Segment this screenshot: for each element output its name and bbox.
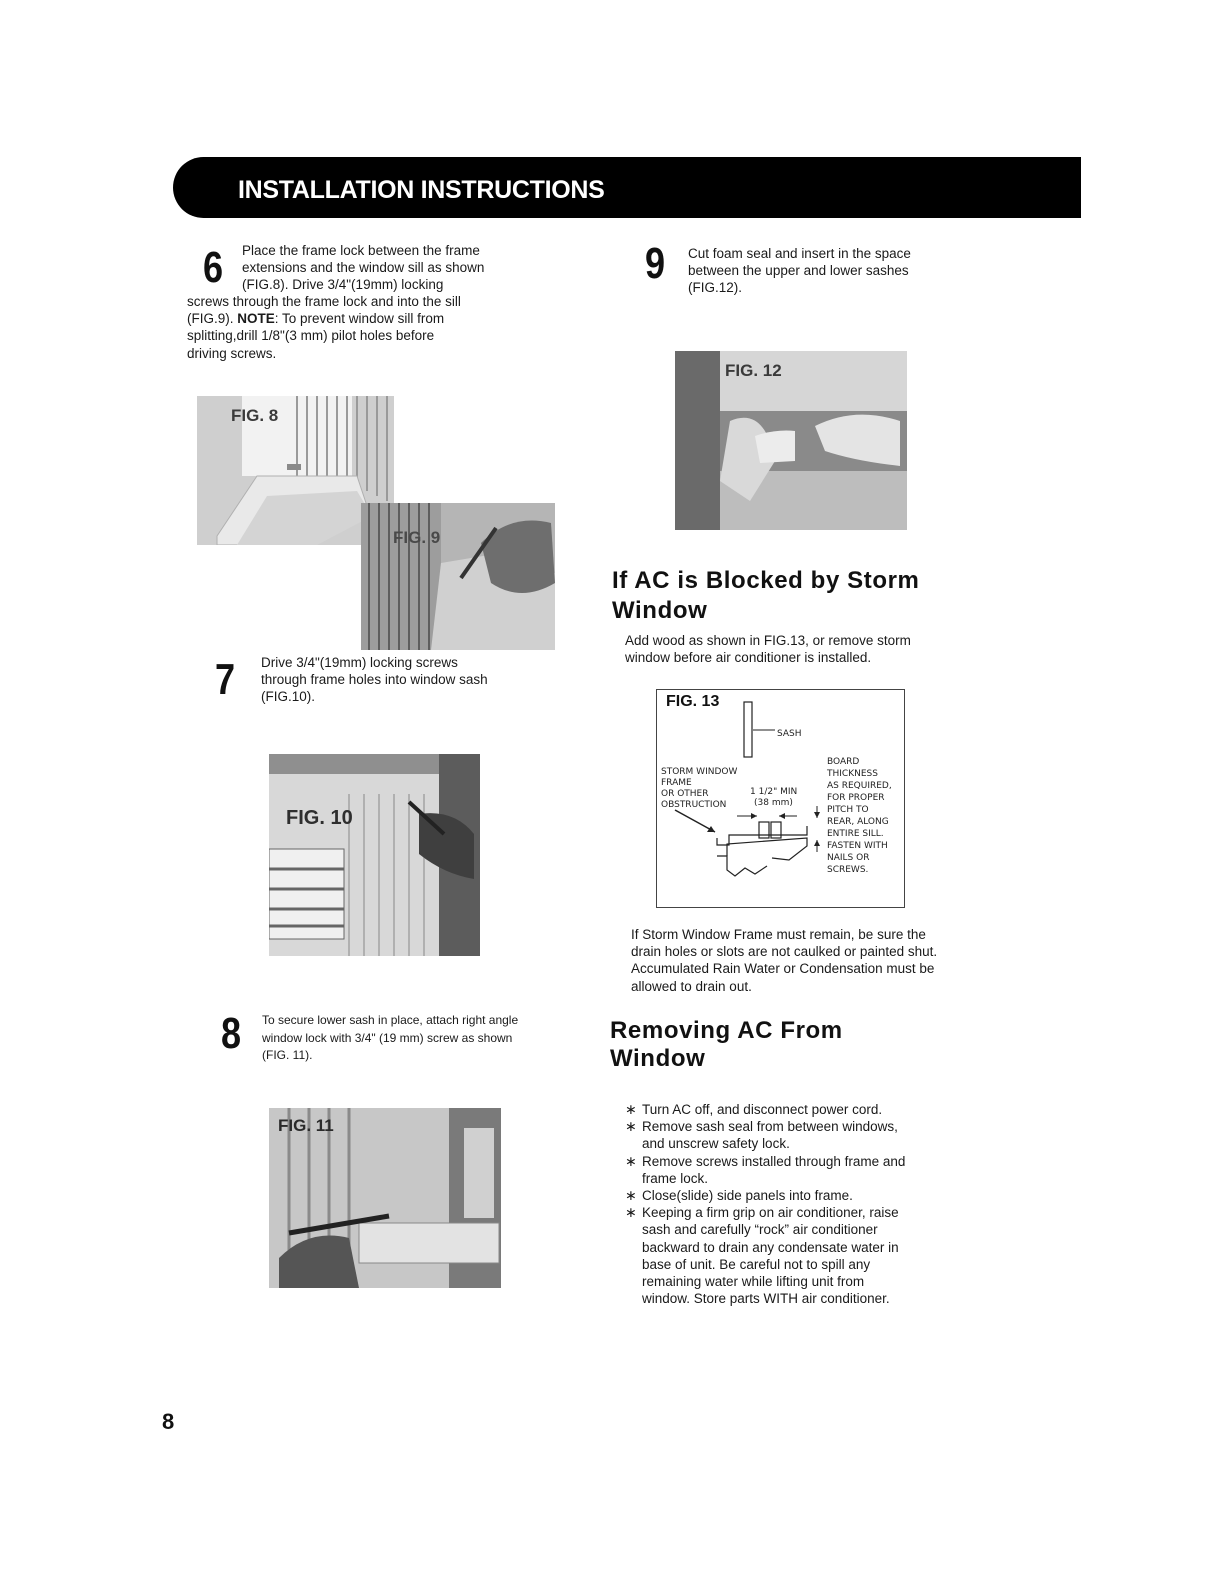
step-8-number: 8 <box>221 1009 242 1058</box>
fig-11-photo <box>269 1108 501 1288</box>
storm-line: window before air conditioner is installed. <box>625 650 872 666</box>
storm-note-line: Accumulated Rain Water or Condensation must be <box>631 961 935 977</box>
fig-9-label: FIG. 9 <box>393 528 441 547</box>
fig-13-board-label: NAILS OR <box>827 853 870 863</box>
storm-note <box>631 926 961 995</box>
storm-line: Add wood as shown in FIG.13, or remove storm <box>625 633 911 648</box>
fig-13-board-label: REAR, ALONG <box>827 817 889 827</box>
step-6-line: splitting,drill 1/8"(3 mm) pilot holes before <box>187 328 435 344</box>
fig-13-board-label: FASTEN WITH <box>827 841 888 851</box>
storm-text <box>625 632 955 666</box>
step-6-line: (FIG.9). <box>187 311 238 327</box>
removing-item-line: Keeping a firm grip on air conditioner, raise <box>642 1205 899 1221</box>
removing-item-line: base of unit. Be careful not to spill any <box>642 1256 871 1272</box>
fig-13-storm-label: OBSTRUCTION <box>661 800 727 810</box>
removing-item-line: Close(slide) side panels into frame. <box>642 1188 853 1204</box>
page-number: 8 <box>162 1409 175 1434</box>
removing-list <box>625 1101 945 1307</box>
step-9-line: between the upper and lower sashes <box>688 263 909 279</box>
asterisk-icon: ∗ <box>625 1118 637 1135</box>
fig-12-illustration <box>675 351 907 530</box>
fig-13-board-label: THICKNESS <box>827 769 878 779</box>
step-6-line: Place the frame lock between the frame <box>242 243 480 258</box>
fig-10-illustration <box>269 754 480 956</box>
fig-13-diagram <box>656 689 905 908</box>
storm-title-line: If AC is Blocked by Storm <box>612 567 920 594</box>
removing-item-line: sash and carefully “rock” air conditioner <box>642 1222 878 1238</box>
removing-title-line: Window <box>610 1045 706 1072</box>
removing-list-item <box>625 1101 945 1118</box>
step-8-line: window lock with 3/4" (19 mm) screw as shown <box>262 1030 513 1045</box>
step-6-number: 6 <box>203 243 224 292</box>
step-8-text <box>262 1012 562 1065</box>
step-9-number: 9 <box>645 239 666 288</box>
removing-item-line: and unscrew safety lock. <box>642 1136 790 1152</box>
asterisk-icon: ∗ <box>625 1187 637 1204</box>
asterisk-icon: ∗ <box>625 1152 637 1169</box>
removing-list-item <box>625 1204 945 1307</box>
removing-item-line: Remove screws installed through frame and <box>642 1153 906 1169</box>
storm-note-line: drain holes or slots are not caulked or painted shut. <box>631 944 938 960</box>
fig-13-storm-label: STORM WINDOW <box>661 767 738 777</box>
step-7-line: Drive 3/4"(19mm) locking screws <box>261 655 458 670</box>
removing-list-item <box>625 1187 945 1204</box>
step-8-line: (FIG. 11). <box>262 1048 313 1062</box>
removing-list-item <box>625 1153 945 1187</box>
fig-13-label: FIG. 13 <box>666 693 720 710</box>
step-6-line: screws through the frame lock and into the sill <box>187 294 461 309</box>
fig-11-label: FIG. 11 <box>278 1116 334 1135</box>
step-7-line: through frame holes into window sash <box>261 672 488 688</box>
storm-title-line: Window <box>612 597 708 624</box>
step-6-text-bottom <box>187 293 507 362</box>
fig-13-board-label: PITCH TO <box>827 805 869 815</box>
removing-item-line: remaining water while lifting unit from <box>642 1274 865 1290</box>
fig-13-board-label: AS REQUIRED, <box>827 781 892 791</box>
fig-13-board-label: BOARD <box>827 757 860 767</box>
step-6-line: extensions and the window sill as shown <box>242 260 485 276</box>
step-8-line: To secure lower sash in place, attach right angle <box>262 1013 519 1027</box>
step-9-text <box>688 245 968 297</box>
fig-13-storm-label: FRAME <box>661 778 692 788</box>
step-7-line: (FIG.10). <box>261 689 316 705</box>
step-7-number: 7 <box>215 655 236 704</box>
fig-13-sash-label: SASH <box>777 729 802 739</box>
asterisk-icon: ∗ <box>625 1204 637 1221</box>
fig-10-label: FIG. 10 <box>286 807 353 829</box>
step-6-line: driving screws. <box>187 345 277 361</box>
fig-12-label: FIG. 12 <box>725 361 782 380</box>
fig-9-illustration <box>361 503 555 650</box>
section-header <box>173 157 1081 218</box>
section-title: INSTALLATION INSTRUCTIONS <box>238 176 605 204</box>
removing-list-item <box>625 1118 945 1152</box>
removing-item-line: Turn AC off, and disconnect power cord. <box>642 1102 883 1117</box>
asterisk-icon: ∗ <box>625 1101 637 1117</box>
removing-title-line: Removing AC From <box>610 1017 843 1044</box>
note-label: NOTE <box>237 311 275 327</box>
storm-section-title <box>612 566 972 626</box>
fig-13-storm-label: OR OTHER <box>661 789 709 799</box>
removing-section-title <box>610 1017 940 1073</box>
fig-8-label: FIG. 8 <box>231 406 279 425</box>
fig-13-drawing <box>657 690 904 907</box>
step-6-line: (FIG.8). Drive 3/4"(19mm) locking <box>242 277 444 293</box>
removing-item-line: Remove sash seal from between windows, <box>642 1119 898 1135</box>
removing-item-line: window. Store parts WITH air conditioner. <box>642 1291 890 1307</box>
removing-item-line: frame lock. <box>642 1170 709 1186</box>
removing-item-line: backward to drain any condensate water in <box>642 1239 899 1255</box>
storm-note-line: If Storm Window Frame must remain, be sure the <box>631 927 926 942</box>
step-7-text <box>261 654 521 706</box>
fig-12-photo <box>675 351 907 530</box>
fig-13-board-label: FOR PROPER <box>827 793 885 803</box>
step-6-note-line <box>187 310 507 327</box>
fig-9-photo <box>361 503 555 650</box>
fig-13-min-label: 1 1/2" MIN <box>750 787 798 797</box>
step-6-line: : To prevent window sill from <box>274 311 445 327</box>
step-9-line: (FIG.12). <box>688 280 743 296</box>
step-9-line: Cut foam seal and insert in the space <box>688 246 911 261</box>
fig-13-board-label: SCREWS. <box>827 865 869 875</box>
fig-13-min-label: (38 mm) <box>754 798 793 808</box>
step-6-text-top <box>242 242 542 294</box>
fig-13-board-label: ENTIRE SILL. <box>827 829 884 839</box>
fig-10-photo <box>269 754 480 956</box>
storm-note-line: allowed to drain out. <box>631 978 752 994</box>
